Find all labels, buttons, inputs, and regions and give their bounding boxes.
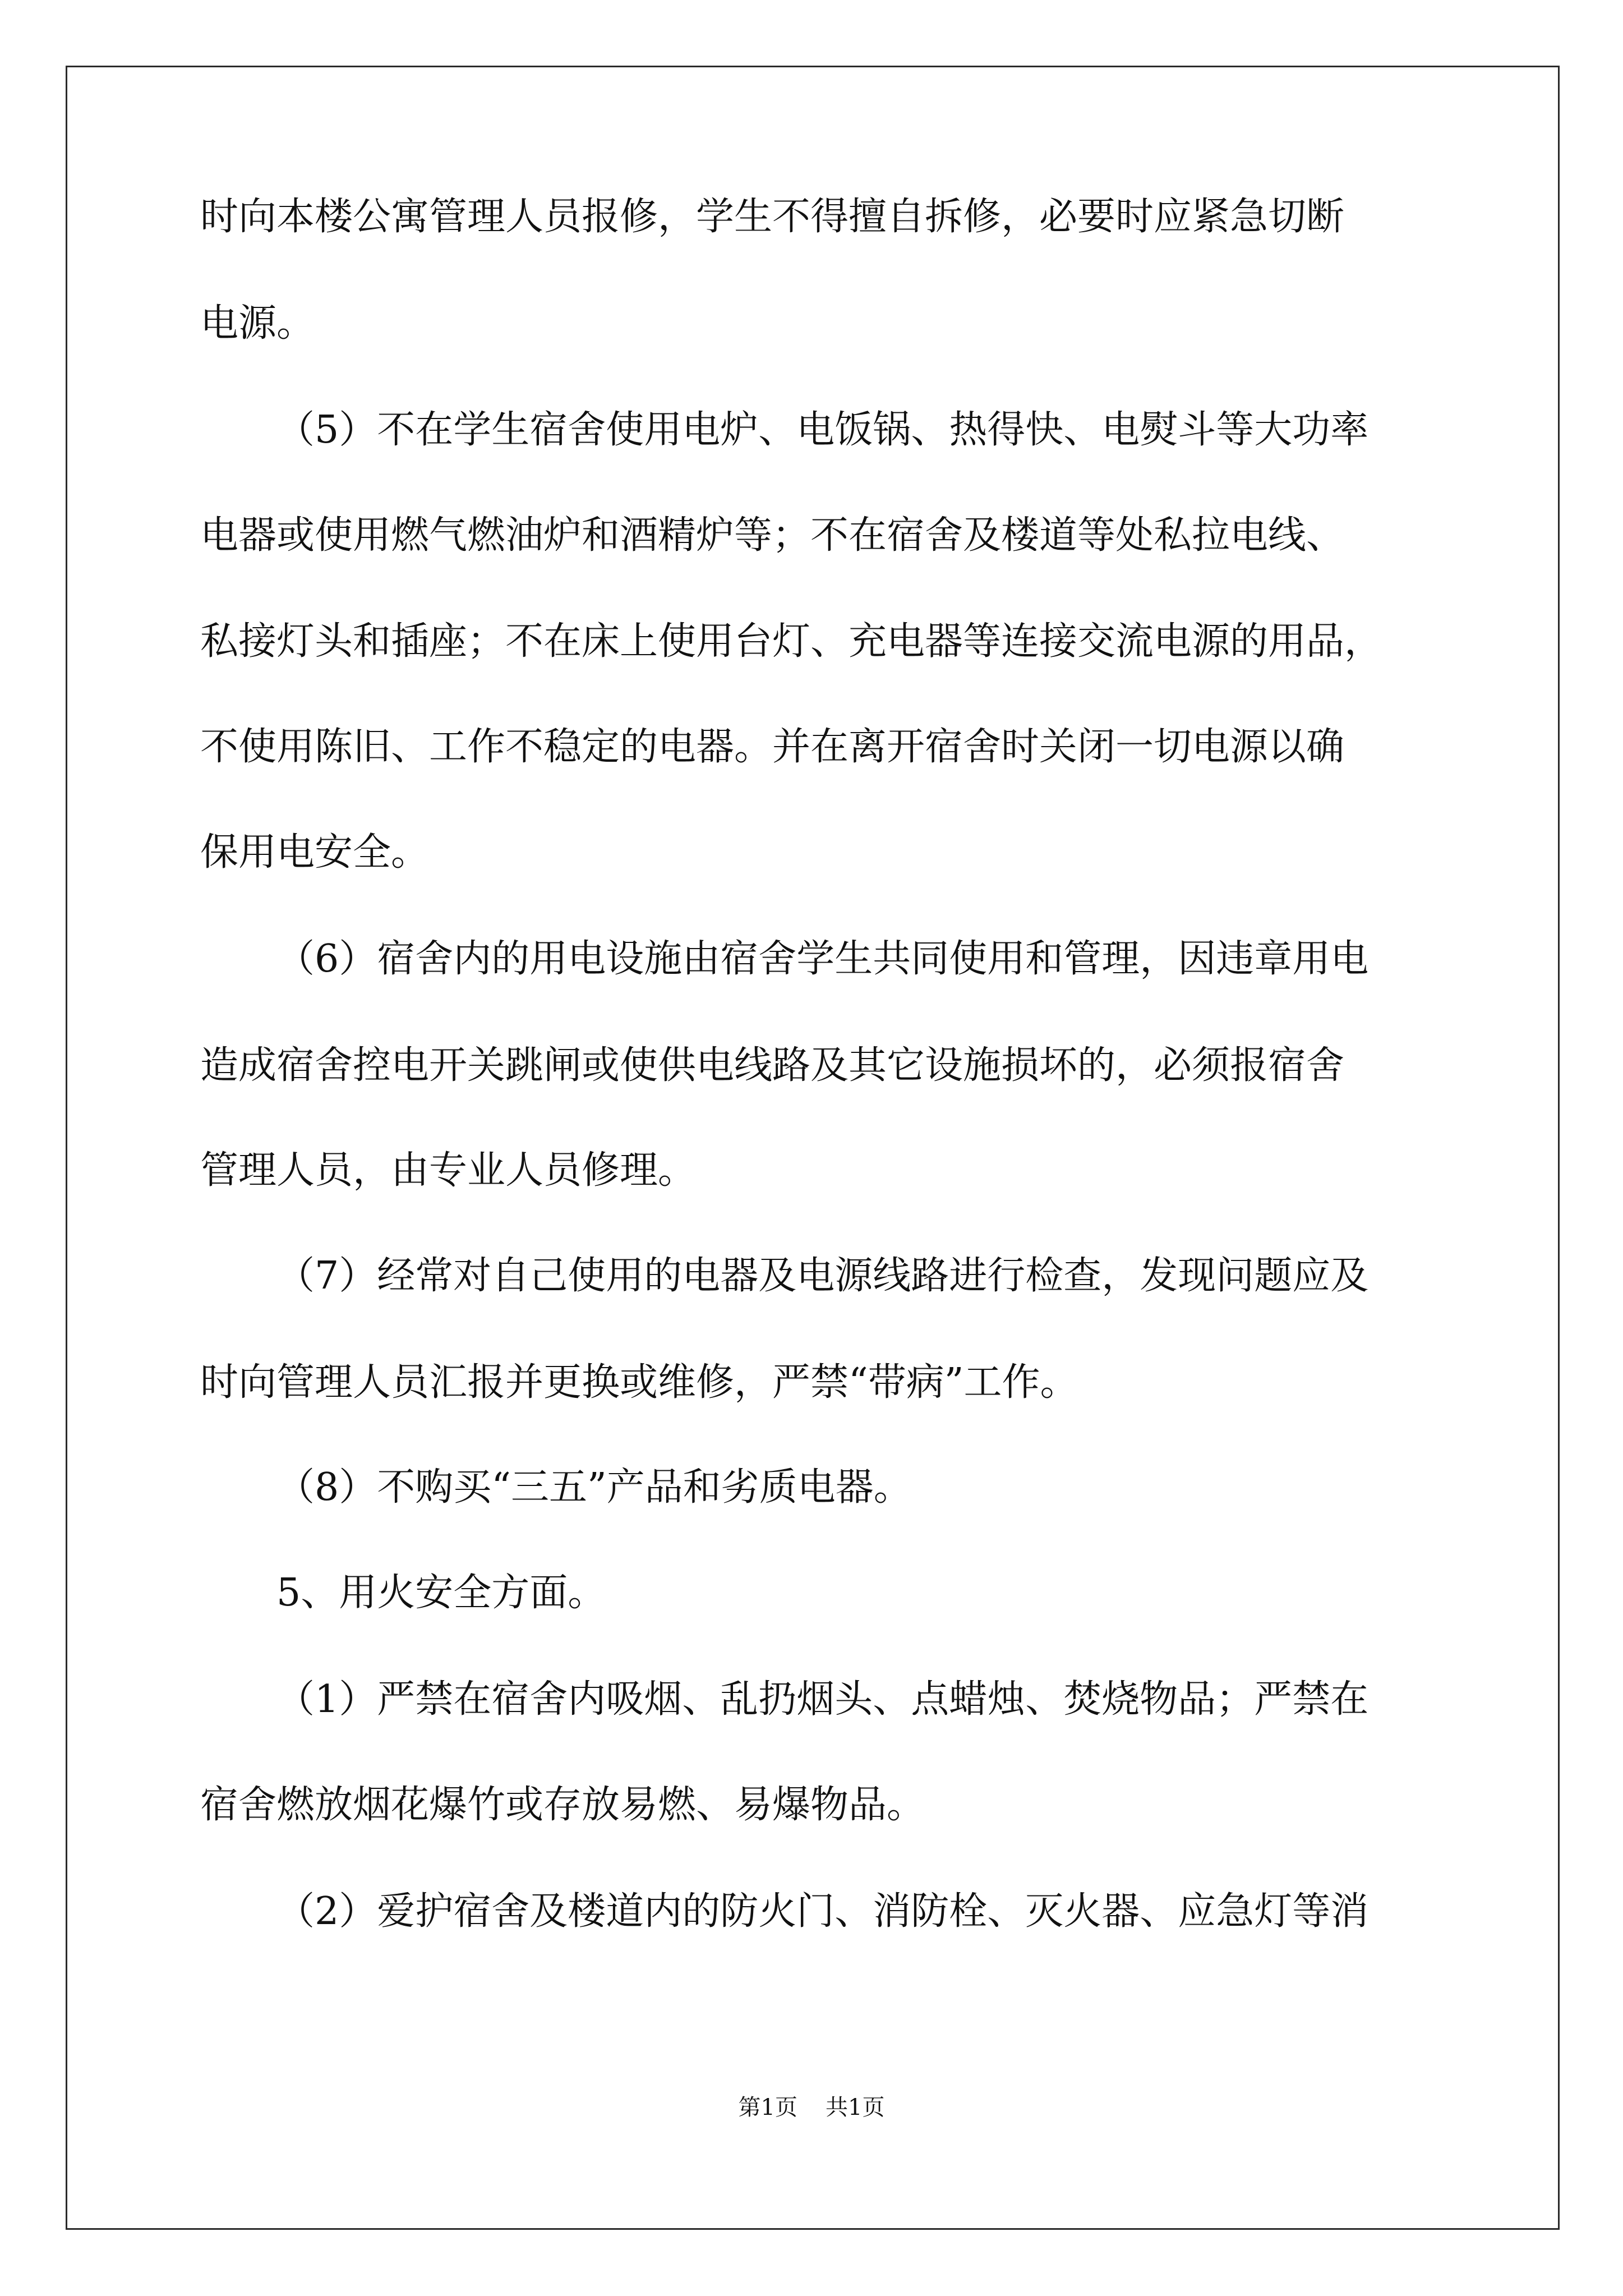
section-heading: 5、用火安全方面。 xyxy=(276,1571,606,1615)
text-line-15: （1）严禁在宿舍内吸烟、乱扔烟头、点蜡烛、焚烧物品；严禁在 xyxy=(276,1677,1369,1722)
text-line-4: 电器或使用燃气燃油炉和酒精炉等；不在宿舍及楼道等处私拉电线、 xyxy=(200,513,1345,558)
text-line-11: （7）经常对自己使用的电器及电源线路进行检查，发现问题应及 xyxy=(276,1254,1369,1298)
text-line-1: 时向本楼公寓管理人员报修，学生不得擅自拆修，必要时应紧急切断 xyxy=(200,195,1345,239)
text-line-12: 时向管理人员汇报并更换或维修，严禁“带病”工作。 xyxy=(200,1360,1078,1405)
text-line-16: 宿舍燃放烟花爆竹或存放易燃、易爆物品。 xyxy=(200,1783,925,1827)
text-line-5: 私接灯头和插座；不在床上使用台灯、充电器等连接交流电源的用品， xyxy=(200,619,1383,664)
text-line-2: 电源。 xyxy=(200,301,315,346)
text-line-9: 造成宿舍控电开关跳闸或使供电线路及其它设施损坏的，必须报宿舍 xyxy=(200,1043,1345,1088)
page-footer xyxy=(0,2090,1623,2122)
text-line-8: （6）宿舍内的用电设施由宿舍学生共同使用和管理，因违章用电 xyxy=(276,937,1369,981)
text-line-7: 保用电安全。 xyxy=(200,830,430,875)
text-line-13: （8）不购买“三五”产品和劣质电器。 xyxy=(276,1465,912,1510)
page-number: 第1页 xyxy=(738,2095,797,2120)
text-line-3: （5）不在学生宿舍使用电炉、电饭锅、热得快、电熨斗等大功率 xyxy=(276,408,1369,452)
total-pages: 共1页 xyxy=(826,2095,885,2120)
text-line-17: （2）爱护宿舍及楼道内的防火门、消防栓、灭火器、应急灯等消 xyxy=(276,1889,1369,1934)
text-line-10: 管理人员，由专业人员修理。 xyxy=(200,1148,697,1193)
text-line-6: 不使用陈旧、工作不稳定的电器。并在离开宿舍时关闭一切电源以确 xyxy=(200,725,1345,769)
